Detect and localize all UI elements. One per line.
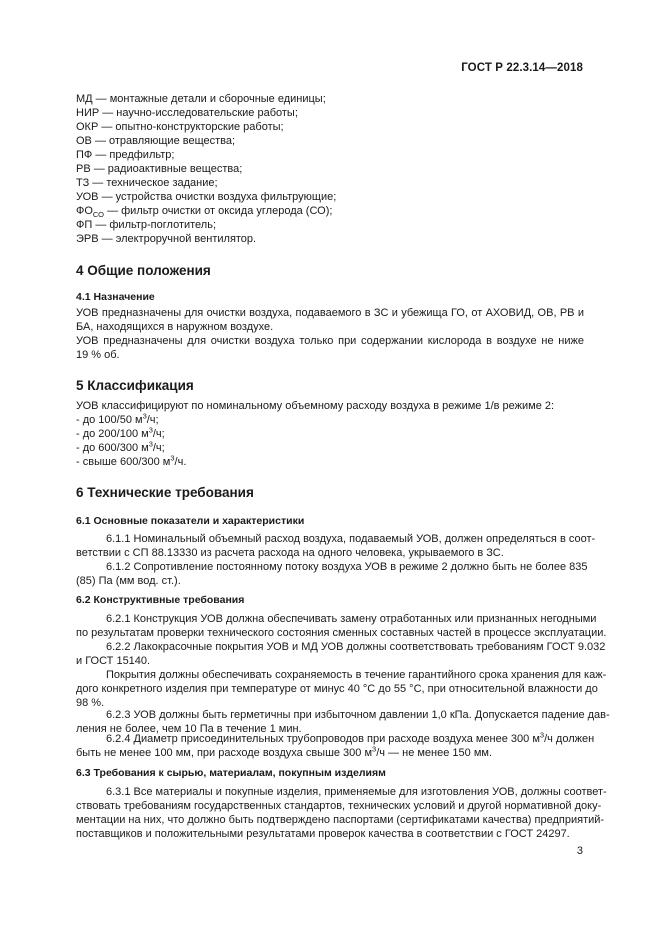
abbreviation-item: РВ — радиоактивные вещества;: [76, 163, 243, 175]
paragraph-4-1-b: УОВ предназначены для очистки воздуха только при содержании кислорода в воздухе не ниже 19 % об.: [76, 335, 584, 361]
paragraph-6-1-1: 6.1.1 Номинальный объемный расход воздуха, подаваемый УОВ, должен определяться в соот- ветствии с СП 88.13330 из расчета расхода на одного человека, укрываемого в ЗС.: [76, 533, 596, 559]
classification-item: - до 100/50 $м^3/ч$;: [76, 411, 159, 426]
section-5-heading: 5 Классификация: [76, 378, 194, 393]
abbreviation-item: ТЗ — техническое задание;: [76, 177, 218, 189]
paragraph-6-2-4: 6.2.4 Диаметр присоединительных трубопроводов при расходе воздуха менее 300 $м^3/ч$ должен быть не менее 100 мм, при расходе воздуха свыше 300 $м^3/ч$ — не менее 150 мм.: [76, 730, 595, 759]
classification-item: - до 600/300 $м^3/ч$;: [76, 439, 165, 454]
paragraph-4-1-a: УОВ предназначены для очистки воздуха, подаваемого в ЗС и убежища ГО, от АХОВИД, ОВ, РВ и БА, находящихся в наружном воздухе.: [76, 307, 584, 333]
abbreviation-item: НИР — научно-исследовательские работы;: [76, 107, 298, 119]
abbreviation-item: ОВ — отравляющие вещества;: [76, 135, 236, 147]
paragraph-coatings: Покрытия должны обеспечивать сохраняемость в течение гарантийного срока хранения для каж- дого конкретного изделия при температуре от минус 40 °С до 55 °С, при относительной влажности до 98 %.: [76, 669, 607, 709]
abbreviation-item-fo: $ФО_{СО}$ — фильтр очистки от оксида углерода (СО);: [76, 205, 333, 220]
paragraph-6-2-1: 6.2.1 Конструкция УОВ должна обеспечивать замену отработанных или признанных негодными по результатам проверки технического состояния сменных составных частей в процессе эксплуатации.: [76, 613, 607, 639]
abbreviation-item: ПФ — предфильтр;: [76, 149, 175, 161]
subsection-6-1-heading: 6.1 Основные показатели и характеристики: [76, 515, 305, 527]
classification-intro: УОВ классифицируют по номинальному объемному расходу воздуха в режиме 1/в режиме 2:: [76, 400, 555, 412]
classification-item: - свыше 600/300 $м^3/ч$.: [76, 453, 187, 468]
paragraph-6-2-2: 6.2.2 Лакокрасочные покрытия УОВ и МД УОВ должны соответствовать требованиям ГОСТ 9.032 и ГОСТ 15140.: [76, 641, 606, 667]
classification-item: - до 200/100 $м^3/ч$;: [76, 425, 165, 440]
abbreviation-item: ЭРВ — электроручной вентилятор.: [76, 233, 257, 245]
abbreviation-item: ФП — фильтр-поглотитель;: [76, 219, 217, 231]
abbreviation-item: МД — монтажные детали и сборочные единицы;: [76, 93, 326, 105]
paragraph-6-1-2: 6.1.2 Сопротивление постоянному потоку воздуха УОВ в режиме 2 должно быть не более 835 (85) Па (мм вод. ст.).: [76, 561, 588, 587]
standard-code-header: ГОСТ Р 22.3.14—2018: [461, 62, 583, 74]
subsection-4-1-heading: 4.1 Назначение: [76, 291, 155, 303]
section-4-heading: 4 Общие положения: [76, 263, 211, 278]
page-number: 3: [576, 845, 583, 857]
subsection-6-3-heading: 6.3 Требования к сырью, материалам, покупным изделиям: [76, 767, 386, 779]
abbreviation-item: УОВ — устройства очистки воздуха фильтрующие;: [76, 191, 337, 203]
abbreviation-item: ОКР — опытно-конструкторские работы;: [76, 121, 284, 133]
section-6-heading: 6 Технические требования: [76, 485, 254, 500]
subsection-6-2-heading: 6.2 Конструктивные требования: [76, 594, 245, 606]
paragraph-6-2-3: 6.2.3 УОВ должны быть герметичны при избыточном давлении 1,0 кПа. Допускается падение дав- ления не более, чем 10 Па в течение 1 мин.: [76, 709, 610, 735]
paragraph-6-3-1: 6.3.1 Все материалы и покупные изделия, применяемые для изготовления УОВ, должны соответ- ствовать требованиям государственных стандартов, технических условий и другой нормативной доку- ментации на них, что должно быть подтверждено паспортами (сертификатами качества) предприятий- поставщиков и положительными результатами проверок качества в соответствии с ГОСТ 24297.: [76, 786, 607, 840]
